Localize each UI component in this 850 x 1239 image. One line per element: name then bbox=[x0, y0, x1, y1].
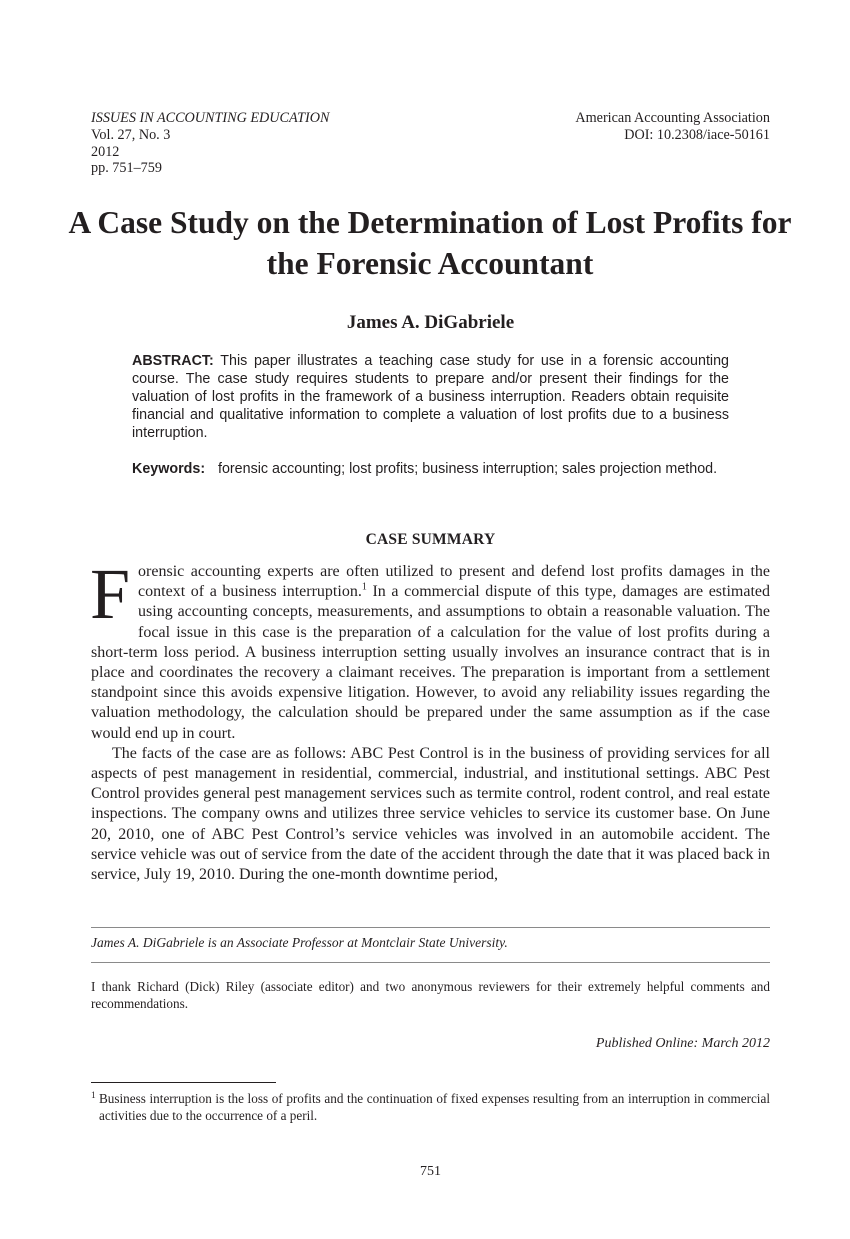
section-heading: CASE SUMMARY bbox=[365, 531, 496, 548]
journal-name: ISSUES IN ACCOUNTING EDUCATION bbox=[91, 110, 330, 126]
paragraph-2: The facts of the case are as follows: ABC Pest Control is in the business of providing services for all aspects of pest management in residential, commercial, industrial, and institutional settings. ABC Pest Control provides general pest management services such as termite control, rodent control, and real estate inspections. The company owns and utilizes three service vehicles to service its customer base. On June 20, 2010, one of ABC Pest Control’s service vehicles was involved in an automobile accident. The service vehicle was out of service from the date of the accident through the date that it was placed back in service, July 19, 2010. During the one-month downtime period, bbox=[91, 744, 770, 884]
abstract-label: ABSTRACT: bbox=[132, 353, 214, 369]
abstract-text: This paper illustrates a teaching case study for use in a forensic accounting course. The case study requires students to prepare and/or present their findings for the valuation of lost profits in the framework of a business interruption. Readers obtain requisite financial and qualitative information to complete a valuation of lost profits due to a business interruption. bbox=[132, 353, 730, 442]
footnote-marker: 1 bbox=[91, 1091, 96, 1101]
paragraph-1 bbox=[90, 554, 771, 744]
keywords bbox=[132, 460, 729, 478]
footnote-rule bbox=[91, 1082, 276, 1083]
publisher-name: American Accounting Association bbox=[575, 110, 770, 126]
header-left bbox=[91, 110, 329, 177]
footnote bbox=[91, 1091, 770, 1124]
paragraph-1-part1: orensic accounting experts are often utilized to present and defend lost profits damages in the context of a business interruption. bbox=[138, 563, 770, 601]
journal-pages: pp. 751–759 bbox=[91, 160, 162, 177]
paper-title: A Case Study on the Determination of Lost Profits for the Forensic Accountant bbox=[68, 205, 792, 281]
author-bio: James A. DiGabriele is an Associate Professor at Montclair State University. bbox=[91, 935, 508, 950]
footnote-text: Business interruption is the loss of profits and the continuation of fixed expenses resulting from an interruption in commercial activities due to the occurrence of a peril. bbox=[99, 1091, 770, 1123]
paragraph-1-part2: In a commercial dispute of this type, damages are estimated using accounting concepts, measurements, and assumptions to obtain a reasonable valuation. The focal issue in this case is the preparation of a calculation for the value of lost profits during a short-term loss period. A business interruption setting usually involves an insurance contract that is in place and coordinates the recovery a claimant receives. The preparation is important from a settlement standpoint since this avoids expensive litigation. However, to avoid any reliability issues regarding the valuation methodology, the calculation should be prepared under the same assumption as if the case would end up in court. bbox=[91, 583, 771, 742]
drop-cap: F bbox=[90, 554, 131, 634]
acknowledgment: I thank Richard (Dick) Riley (associate editor) and two anonymous reviewers for their extremely helpful comments and recommendations. bbox=[91, 979, 770, 1011]
divider-bottom bbox=[91, 962, 770, 963]
keywords-label: Keywords: bbox=[132, 461, 206, 477]
page-number: 751 bbox=[420, 1164, 441, 1179]
footnote-ref[interactable]: 1 bbox=[361, 581, 367, 593]
body-text bbox=[90, 554, 771, 885]
journal-year: 2012 bbox=[91, 143, 120, 160]
header-right bbox=[575, 110, 770, 144]
abstract bbox=[132, 352, 729, 442]
doi: DOI: 10.2308/iace-50161 bbox=[624, 126, 770, 143]
published-date: Published Online: March 2012 bbox=[595, 1036, 770, 1051]
journal-volume: Vol. 27, No. 3 bbox=[91, 126, 171, 143]
divider-top bbox=[91, 927, 770, 928]
keywords-text: forensic accounting; lost profits; business interruption; sales projection method. bbox=[218, 461, 718, 477]
author-name: James A. DiGabriele bbox=[346, 312, 515, 333]
